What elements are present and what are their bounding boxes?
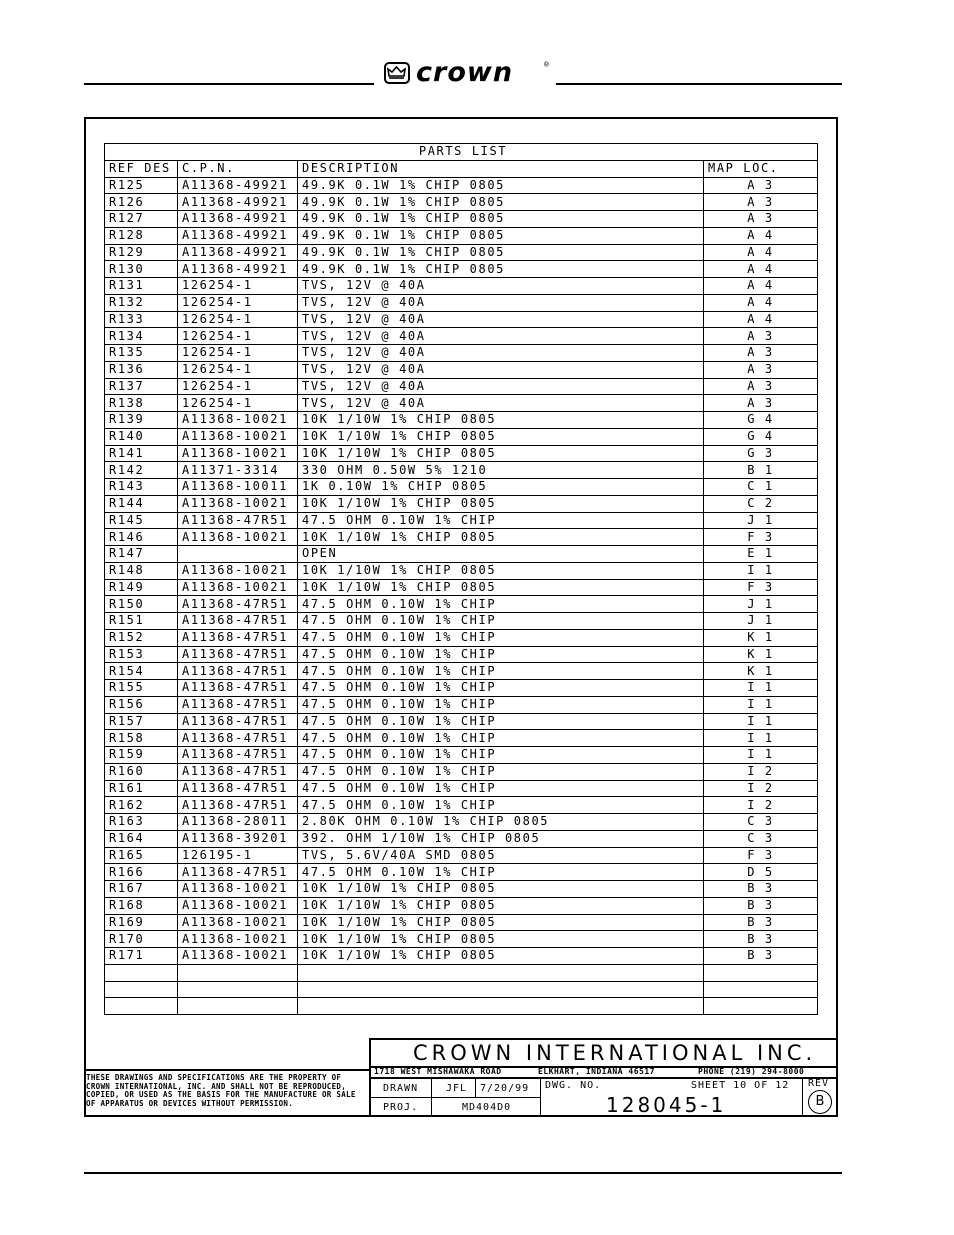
ref-des-cell: R161	[105, 780, 178, 797]
description-cell: 10K 1/10W 1% CHIP 0805	[298, 562, 704, 579]
table-row	[105, 546, 818, 563]
description-cell: 49.9K 0.1W 1% CHIP 0805	[298, 211, 704, 228]
ref-des-cell: R139	[105, 412, 178, 429]
cpn-cell: A11368-10021	[178, 579, 298, 596]
ref-des-cell: R136	[105, 361, 178, 378]
table-row	[105, 847, 818, 864]
table-row	[105, 177, 818, 194]
map-loc-cell: J 1	[704, 512, 818, 529]
description-cell: 10K 1/10W 1% CHIP 0805	[298, 579, 704, 596]
footer-rule	[84, 1172, 842, 1174]
title-vline-2	[475, 1077, 476, 1097]
cpn-cell: A11368-49921	[178, 177, 298, 194]
table-row	[105, 830, 818, 847]
table-row	[105, 294, 818, 311]
cpn-cell: A11368-47R51	[178, 680, 298, 697]
description-cell: 10K 1/10W 1% CHIP 0805	[298, 445, 704, 462]
ref-des-cell: R166	[105, 864, 178, 881]
cpn-cell: 126195-1	[178, 847, 298, 864]
table-row	[105, 244, 818, 261]
cpn-cell	[178, 964, 298, 981]
table-row	[105, 596, 818, 613]
map-loc-cell: D 5	[704, 864, 818, 881]
ref-des-cell: R156	[105, 696, 178, 713]
company-phone: PHONE (219) 294-8000	[698, 1067, 805, 1076]
cpn-cell: A11368-47R51	[178, 646, 298, 663]
ref-des-cell: R147	[105, 546, 178, 563]
cpn-cell: A11368-49921	[178, 194, 298, 211]
description-cell: 10K 1/10W 1% CHIP 0805	[298, 948, 704, 965]
map-loc-cell: I 1	[704, 680, 818, 697]
table-row	[105, 964, 818, 981]
map-loc-cell: G 4	[704, 428, 818, 445]
table-row	[105, 345, 818, 362]
ref-des-cell: R171	[105, 948, 178, 965]
col-header-cpn: C.P.N.	[178, 160, 298, 177]
parts-list-table	[104, 143, 818, 1015]
cpn-cell: A11368-47R51	[178, 797, 298, 814]
cpn-cell: A11368-49921	[178, 227, 298, 244]
ref-des-cell: R158	[105, 730, 178, 747]
table-row	[105, 278, 818, 295]
map-loc-cell: A 3	[704, 345, 818, 362]
table-row	[105, 646, 818, 663]
ref-des-cell: R125	[105, 177, 178, 194]
cpn-cell: A11368-10021	[178, 529, 298, 546]
map-loc-cell: I 2	[704, 797, 818, 814]
table-row	[105, 763, 818, 780]
map-loc-cell: A 3	[704, 194, 818, 211]
map-loc-cell: F 3	[704, 579, 818, 596]
map-loc-cell: G 4	[704, 412, 818, 429]
title-vline-3	[540, 1077, 541, 1117]
ref-des-cell: R142	[105, 462, 178, 479]
ref-des-cell: R131	[105, 278, 178, 295]
table-row	[105, 864, 818, 881]
map-loc-cell: A 4	[704, 244, 818, 261]
cpn-cell: A11368-47R51	[178, 512, 298, 529]
ref-des-cell	[105, 981, 178, 998]
map-loc-cell: I 1	[704, 747, 818, 764]
description-cell: 47.5 OHM 0.10W 1% CHIP	[298, 713, 704, 730]
description-cell: TVS, 12V @ 40A	[298, 311, 704, 328]
map-loc-cell: A 3	[704, 378, 818, 395]
map-loc-cell: A 3	[704, 361, 818, 378]
company-street: 1718 WEST MISHAWAKA ROAD	[374, 1067, 502, 1076]
description-cell: 47.5 OHM 0.10W 1% CHIP	[298, 797, 704, 814]
map-loc-cell: B 3	[704, 948, 818, 965]
description-cell: 10K 1/10W 1% CHIP 0805	[298, 931, 704, 948]
cpn-cell: A11368-49921	[178, 244, 298, 261]
description-cell: 10K 1/10W 1% CHIP 0805	[298, 897, 704, 914]
description-cell: 10K 1/10W 1% CHIP 0805	[298, 529, 704, 546]
table-row	[105, 881, 818, 898]
proj-value: MD404D0	[462, 1102, 512, 1113]
map-loc-cell: E 1	[704, 546, 818, 563]
description-cell: 10K 1/10W 1% CHIP 0805	[298, 881, 704, 898]
cpn-cell: A11368-10011	[178, 479, 298, 496]
company-city: ELKHART, INDIANA 46517	[538, 1067, 655, 1076]
table-row	[105, 445, 818, 462]
description-cell: 10K 1/10W 1% CHIP 0805	[298, 428, 704, 445]
cpn-cell: A11368-10021	[178, 428, 298, 445]
table-row	[105, 412, 818, 429]
map-loc-cell: C 3	[704, 830, 818, 847]
cpn-cell	[178, 981, 298, 998]
drawn-label: DRAWN	[383, 1083, 419, 1094]
ref-des-cell: R135	[105, 345, 178, 362]
cpn-cell: A11368-28011	[178, 814, 298, 831]
table-row	[105, 395, 818, 412]
ref-des-cell: R143	[105, 479, 178, 496]
table-row	[105, 479, 818, 496]
map-loc-cell: C 2	[704, 495, 818, 512]
cpn-cell: 126254-1	[178, 311, 298, 328]
ref-des-cell: R127	[105, 211, 178, 228]
ref-des-cell: R157	[105, 713, 178, 730]
ref-des-cell: R137	[105, 378, 178, 395]
description-cell: 49.9K 0.1W 1% CHIP 0805	[298, 194, 704, 211]
description-cell: 1K 0.10W 1% CHIP 0805	[298, 479, 704, 496]
cpn-cell: A11368-10021	[178, 445, 298, 462]
cpn-cell: A11368-10021	[178, 914, 298, 931]
map-loc-cell	[704, 998, 818, 1015]
description-cell: 10K 1/10W 1% CHIP 0805	[298, 495, 704, 512]
description-cell: TVS, 12V @ 40A	[298, 395, 704, 412]
table-row	[105, 261, 818, 278]
table-row	[105, 579, 818, 596]
ref-des-cell: R150	[105, 596, 178, 613]
ref-des-cell: R145	[105, 512, 178, 529]
table-row	[105, 495, 818, 512]
description-cell: TVS, 12V @ 40A	[298, 294, 704, 311]
description-cell: 2.80K OHM 0.10W 1% CHIP 0805	[298, 814, 704, 831]
ref-des-cell: R155	[105, 680, 178, 697]
description-cell: 10K 1/10W 1% CHIP 0805	[298, 914, 704, 931]
description-cell: TVS, 12V @ 40A	[298, 278, 704, 295]
table-row	[105, 713, 818, 730]
cpn-cell: A11368-47R51	[178, 730, 298, 747]
table-row	[105, 747, 818, 764]
cpn-cell: A11368-49921	[178, 261, 298, 278]
map-loc-cell: J 1	[704, 596, 818, 613]
table-row	[105, 311, 818, 328]
cpn-cell	[178, 546, 298, 563]
table-row	[105, 194, 818, 211]
table-row	[105, 730, 818, 747]
ref-des-cell: R151	[105, 613, 178, 630]
description-cell: 47.5 OHM 0.10W 1% CHIP	[298, 696, 704, 713]
ref-des-cell: R154	[105, 663, 178, 680]
cpn-cell: 126254-1	[178, 378, 298, 395]
description-cell: 47.5 OHM 0.10W 1% CHIP	[298, 730, 704, 747]
description-cell: 47.5 OHM 0.10W 1% CHIP	[298, 680, 704, 697]
ref-des-cell: R160	[105, 763, 178, 780]
ref-des-cell: R138	[105, 395, 178, 412]
map-loc-cell: B 3	[704, 881, 818, 898]
ref-des-cell: R162	[105, 797, 178, 814]
ref-des-cell: R159	[105, 747, 178, 764]
description-cell: 49.9K 0.1W 1% CHIP 0805	[298, 261, 704, 278]
table-row	[105, 981, 818, 998]
description-cell: 47.5 OHM 0.10W 1% CHIP	[298, 864, 704, 881]
col-header-ref-des: REF DES	[105, 160, 178, 177]
description-cell	[298, 964, 704, 981]
crown-logo	[384, 57, 554, 90]
title-vline-1	[431, 1077, 432, 1117]
ref-des-cell: R146	[105, 529, 178, 546]
table-row	[105, 227, 818, 244]
cpn-cell: 126254-1	[178, 395, 298, 412]
table-row	[105, 328, 818, 345]
map-loc-cell: B 3	[704, 931, 818, 948]
table-row	[105, 361, 818, 378]
table-row	[105, 428, 818, 445]
description-cell: 10K 1/10W 1% CHIP 0805	[298, 412, 704, 429]
description-cell: 47.5 OHM 0.10W 1% CHIP	[298, 646, 704, 663]
cpn-cell: A11368-10021	[178, 412, 298, 429]
map-loc-cell: B 3	[704, 897, 818, 914]
map-loc-cell: B 3	[704, 914, 818, 931]
table-row	[105, 814, 818, 831]
cpn-cell: A11368-47R51	[178, 629, 298, 646]
ref-des-cell: R165	[105, 847, 178, 864]
cpn-cell: A11371-3314	[178, 462, 298, 479]
table-row	[105, 629, 818, 646]
ref-des-cell	[105, 964, 178, 981]
ref-des-cell: R163	[105, 814, 178, 831]
parts-list-title: PARTS LIST	[105, 144, 818, 161]
cpn-cell: A11368-10021	[178, 562, 298, 579]
description-cell: TVS, 5.6V/40A SMD 0805	[298, 847, 704, 864]
description-cell: 49.9K 0.1W 1% CHIP 0805	[298, 244, 704, 261]
map-loc-cell: A 3	[704, 177, 818, 194]
cpn-cell: A11368-10021	[178, 897, 298, 914]
description-cell: TVS, 12V @ 40A	[298, 328, 704, 345]
drawn-date: 7/20/99	[480, 1083, 530, 1094]
cpn-cell: A11368-10021	[178, 931, 298, 948]
map-loc-cell: A 3	[704, 328, 818, 345]
description-cell: 49.9K 0.1W 1% CHIP 0805	[298, 177, 704, 194]
cpn-cell: 126254-1	[178, 345, 298, 362]
ref-des-cell: R169	[105, 914, 178, 931]
map-loc-cell: J 1	[704, 613, 818, 630]
company-name: CROWN INTERNATIONAL INC.	[413, 1041, 817, 1065]
table-row	[105, 780, 818, 797]
cpn-cell: A11368-47R51	[178, 696, 298, 713]
rev-label: REV	[808, 1078, 830, 1089]
table-row	[105, 680, 818, 697]
cpn-cell: 126254-1	[178, 361, 298, 378]
ref-des-cell: R126	[105, 194, 178, 211]
rev-value: B	[808, 1090, 832, 1114]
map-loc-cell: I 1	[704, 730, 818, 747]
map-loc-cell: I 2	[704, 763, 818, 780]
description-cell: 47.5 OHM 0.10W 1% CHIP	[298, 747, 704, 764]
map-loc-cell: C 3	[704, 814, 818, 831]
map-loc-cell: A 3	[704, 211, 818, 228]
description-cell: 49.9K 0.1W 1% CHIP 0805	[298, 227, 704, 244]
table-row	[105, 613, 818, 630]
table-row	[105, 696, 818, 713]
ref-des-cell: R132	[105, 294, 178, 311]
map-loc-cell: K 1	[704, 646, 818, 663]
map-loc-cell: I 1	[704, 713, 818, 730]
description-cell: TVS, 12V @ 40A	[298, 378, 704, 395]
cpn-cell: A11368-10021	[178, 495, 298, 512]
ref-des-cell: R164	[105, 830, 178, 847]
map-loc-cell	[704, 964, 818, 981]
map-loc-cell: A 4	[704, 261, 818, 278]
map-loc-cell: I 1	[704, 562, 818, 579]
cpn-cell: A11368-47R51	[178, 663, 298, 680]
cpn-cell: A11368-47R51	[178, 596, 298, 613]
table-row	[105, 529, 818, 546]
cpn-cell: A11368-47R51	[178, 713, 298, 730]
cpn-cell: A11368-47R51	[178, 613, 298, 630]
map-loc-cell	[704, 981, 818, 998]
title-rule-3	[369, 1097, 541, 1098]
ref-des-cell: R167	[105, 881, 178, 898]
description-cell: 47.5 OHM 0.10W 1% CHIP	[298, 763, 704, 780]
table-row	[105, 948, 818, 965]
description-cell: OPEN	[298, 546, 704, 563]
proprietary-notice: THESE DRAWINGS AND SPECIFICATIONS ARE THE PROPERTY OF CROWN INTERNATIONAL, INC. AND SHALL NOT BE REPRODUCED, COPIED, OR USED AS THE BASIS FOR THE MANUFACTURE OR SALE OF APPARATUS OR DEVICES WITHOUT PERMISSION.	[86, 1073, 356, 1108]
map-loc-cell: K 1	[704, 629, 818, 646]
map-loc-cell: C 1	[704, 479, 818, 496]
description-cell: 47.5 OHM 0.10W 1% CHIP	[298, 629, 704, 646]
table-row	[105, 378, 818, 395]
registered-mark: ®	[544, 60, 549, 69]
map-loc-cell: A 3	[704, 395, 818, 412]
ref-des-cell: R168	[105, 897, 178, 914]
cpn-cell: A11368-39201	[178, 830, 298, 847]
ref-des-cell: R129	[105, 244, 178, 261]
map-loc-cell: B 1	[704, 462, 818, 479]
table-row	[105, 998, 818, 1015]
drawing-number: 128045-1	[606, 1093, 727, 1117]
table-row	[105, 462, 818, 479]
crown-icon	[384, 62, 410, 84]
map-loc-cell: G 3	[704, 445, 818, 462]
sheet-number: SHEET 10 OF 12	[691, 1080, 790, 1091]
map-loc-cell: F 3	[704, 529, 818, 546]
description-cell: 47.5 OHM 0.10W 1% CHIP	[298, 663, 704, 680]
header-rule-right	[556, 83, 842, 85]
col-header-description: DESCRIPTION	[298, 160, 704, 177]
table-row	[105, 797, 818, 814]
ref-des-cell	[105, 998, 178, 1015]
description-cell: 47.5 OHM 0.10W 1% CHIP	[298, 512, 704, 529]
brand-wordmark: crown	[416, 57, 514, 88]
cpn-cell: 126254-1	[178, 278, 298, 295]
description-cell: 47.5 OHM 0.10W 1% CHIP	[298, 780, 704, 797]
description-cell: TVS, 12V @ 40A	[298, 345, 704, 362]
description-cell: 47.5 OHM 0.10W 1% CHIP	[298, 596, 704, 613]
cpn-cell: A11368-10021	[178, 948, 298, 965]
cpn-cell: A11368-10021	[178, 881, 298, 898]
description-cell	[298, 981, 704, 998]
cpn-cell: A11368-49921	[178, 211, 298, 228]
ref-des-cell: R170	[105, 931, 178, 948]
cpn-cell: A11368-47R51	[178, 780, 298, 797]
table-row	[105, 211, 818, 228]
description-cell: TVS, 12V @ 40A	[298, 361, 704, 378]
description-cell	[298, 998, 704, 1015]
map-loc-cell: K 1	[704, 663, 818, 680]
map-loc-cell: I 2	[704, 780, 818, 797]
dwg-no-label: DWG. NO.	[545, 1080, 602, 1091]
cpn-cell: A11368-47R51	[178, 864, 298, 881]
cpn-cell: A11368-47R51	[178, 747, 298, 764]
ref-des-cell: R149	[105, 579, 178, 596]
cpn-cell	[178, 998, 298, 1015]
table-row	[105, 562, 818, 579]
map-loc-cell: A 4	[704, 311, 818, 328]
cpn-cell: 126254-1	[178, 294, 298, 311]
cpn-cell: 126254-1	[178, 328, 298, 345]
map-loc-cell: A 4	[704, 278, 818, 295]
col-header-map-loc: MAP LOC.	[704, 160, 818, 177]
ref-des-cell: R153	[105, 646, 178, 663]
ref-des-cell: R140	[105, 428, 178, 445]
ref-des-cell: R152	[105, 629, 178, 646]
header-rule-left	[84, 83, 374, 85]
table-row	[105, 931, 818, 948]
ref-des-cell: R128	[105, 227, 178, 244]
map-loc-cell: F 3	[704, 847, 818, 864]
ref-des-cell: R144	[105, 495, 178, 512]
map-loc-cell: A 4	[704, 227, 818, 244]
description-cell: 330 OHM 0.50W 5% 1210	[298, 462, 704, 479]
table-row	[105, 663, 818, 680]
ref-des-cell: R134	[105, 328, 178, 345]
table-row	[105, 914, 818, 931]
drawn-by: JFL	[446, 1083, 468, 1094]
cpn-cell: A11368-47R51	[178, 763, 298, 780]
table-row	[105, 512, 818, 529]
description-cell: 47.5 OHM 0.10W 1% CHIP	[298, 613, 704, 630]
ref-des-cell: R141	[105, 445, 178, 462]
proj-label: PROJ.	[383, 1102, 419, 1113]
ref-des-cell: R148	[105, 562, 178, 579]
title-vline-4	[802, 1077, 803, 1117]
ref-des-cell: R133	[105, 311, 178, 328]
ref-des-cell: R130	[105, 261, 178, 278]
map-loc-cell: I 1	[704, 696, 818, 713]
title-rule-2	[369, 1077, 838, 1079]
map-loc-cell: A 4	[704, 294, 818, 311]
table-row	[105, 897, 818, 914]
description-cell: 392. OHM 1/10W 1% CHIP 0805	[298, 830, 704, 847]
